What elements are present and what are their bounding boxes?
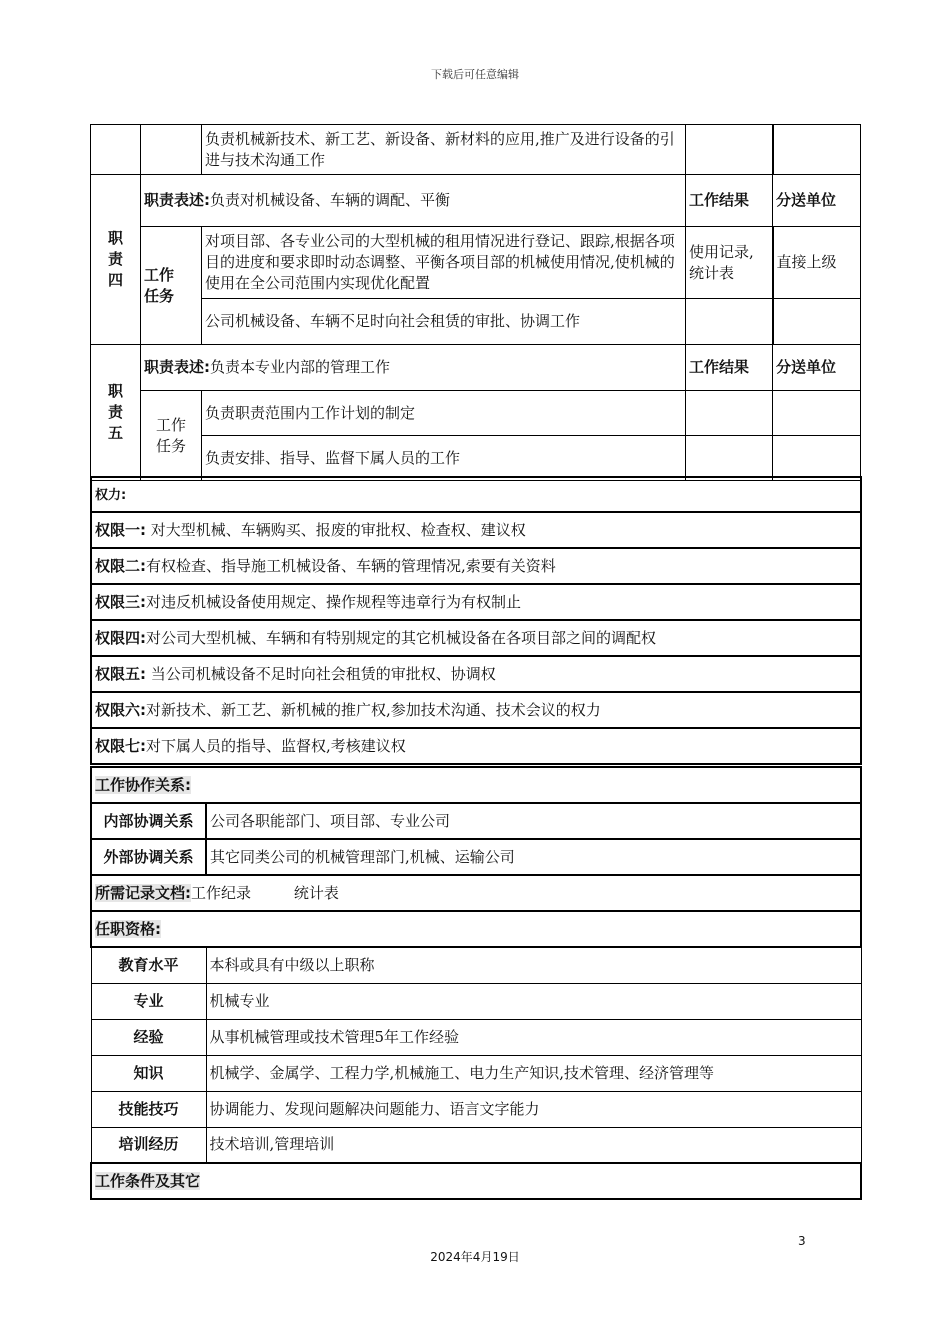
records-row: 所需记录文档:工作纪录 统计表 [91, 875, 861, 911]
power-item-5: 权限五: 当公司机械设备不足时向社会租赁的审批权、协调权 [91, 656, 861, 692]
qualification-experience-value: 从事机械管理或技术管理5年工作经验 [206, 1019, 861, 1055]
power-item-1: 权限一: 对大型机械、车辆购买、报废的审批权、检查权、建议权 [91, 512, 861, 548]
duty5-task-label: 工作 任务 [141, 391, 202, 481]
qualification-skills-label: 技能技巧 [91, 1091, 206, 1127]
duty4-result-header: 工作结果 [686, 175, 773, 227]
external-coordination-label: 外部协调关系 [91, 839, 206, 875]
power-item-2: 权限二:有权检查、指导施工机械设备、车辆的管理情况,索要有关资料 [91, 548, 861, 584]
header-note: 下载后可任意编辑 [431, 68, 519, 81]
power-item-4: 权限四:对公司大型机械、车辆和有特别规定的其它机械设备在各项目部之间的调配权 [91, 620, 861, 656]
qualification-knowledge-value: 机械学、金属学、工程力学,机械施工、电力生产知识,技术管理、经济管理等 [206, 1055, 861, 1091]
records-table [90, 874, 862, 912]
duty4-label: 职 责 四 [91, 175, 141, 345]
page-number: 3 [798, 1234, 806, 1248]
power-item-6: 权限六:对新技术、新工艺、新机械的推广权,参加技术沟通、技术会议的权力 [91, 692, 861, 728]
internal-coordination-label: 内部协调关系 [91, 803, 206, 839]
power-item-7: 权限七:对下属人员的指导、监督权,考核建议权 [91, 728, 861, 764]
duties-table [90, 124, 861, 481]
internal-coordination-value: 公司各职能部门、项目部、专业公司 [206, 803, 861, 839]
qualification-experience-label: 经验 [91, 1019, 206, 1055]
footer-date: 2024年4月19日 [430, 1250, 520, 1264]
power-item-3: 权限三:对违反机械设备使用规定、操作规程等违章行为有权制止 [91, 584, 861, 620]
duty4-task-1: 对项目部、各专业公司的大型机械的租用情况进行登记、跟踪,根据各项目的进度和要求即时动态调整、平衡各项目部的机械使用情况,使机械的使用在全公司范围内实现优化配置 [202, 227, 686, 299]
continued-task-text: 负责机械新技术、新工艺、新设备、新材料的应用,推广及进行设备的引进与技术沟通工作 [202, 125, 686, 175]
cooperation-title: 工作协作关系: [91, 767, 861, 803]
duty4-task-1-dest: 直接上级 [773, 227, 861, 299]
duty5-task-2: 负责安排、指导、监督下属人员的工作 [202, 436, 686, 481]
qualification-education-value: 本科或具有中级以上职称 [206, 947, 861, 983]
qualification-education-label: 教育水平 [91, 947, 206, 983]
duty4-task-1-result: 使用记录,统计表 [686, 227, 773, 299]
duty5-result-header: 工作结果 [686, 345, 773, 391]
qualification-knowledge-label: 知识 [91, 1055, 206, 1091]
duty4-task-label: 工作 任务 [141, 227, 202, 345]
duty4-dest-header: 分送单位 [773, 175, 861, 227]
qualification-training-value: 技术培训,管理培训 [206, 1127, 861, 1163]
conditions-title: 工作条件及其它 [91, 1163, 861, 1199]
qualifications-title: 任职资格: [91, 911, 861, 947]
qualification-major-value: 机械专业 [206, 983, 861, 1019]
duty5-label: 职 责 五 [91, 345, 141, 481]
duty5-task-1: 负责职责范围内工作计划的制定 [202, 391, 686, 436]
qualifications-table [90, 910, 862, 1200]
qualification-training-label: 培训经历 [91, 1127, 206, 1163]
external-coordination-value: 其它同类公司的机械管理部门,机械、运输公司 [206, 839, 861, 875]
qualification-major-label: 专业 [91, 983, 206, 1019]
duty4-task-2: 公司机械设备、车辆不足时向社会租赁的审批、协调工作 [202, 299, 686, 345]
duty4-description: 职责表述:负责对机械设备、车辆的调配、平衡 [141, 175, 686, 227]
powers-title: 权力: [91, 477, 861, 512]
duty5-description: 职责表述:负责本专业内部的管理工作 [141, 345, 686, 391]
cooperation-table [90, 766, 862, 876]
duty5-dest-header: 分送单位 [773, 345, 861, 391]
qualification-skills-value: 协调能力、发现问题解决问题能力、语言文字能力 [206, 1091, 861, 1127]
powers-table [90, 476, 862, 765]
